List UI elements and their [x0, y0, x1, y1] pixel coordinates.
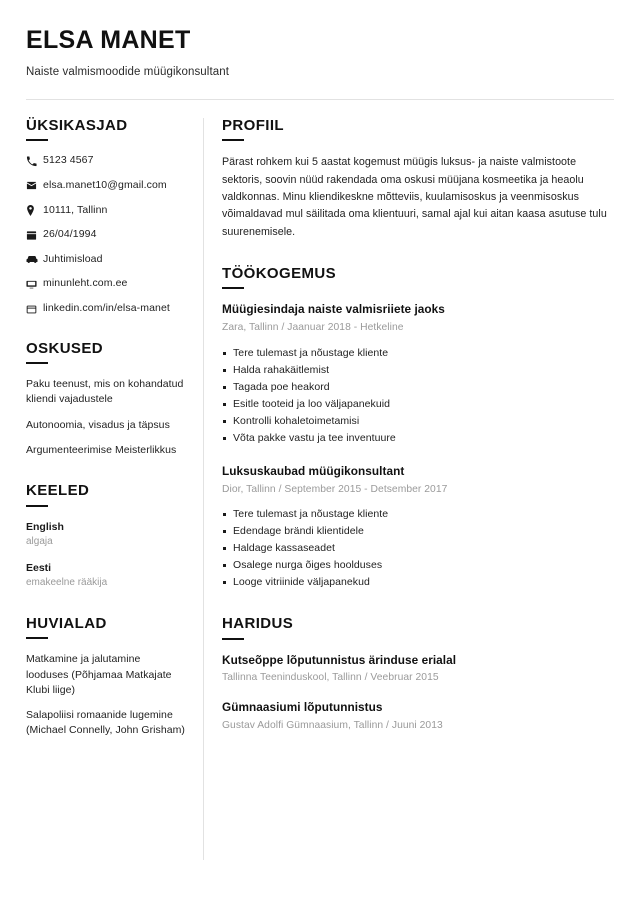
list-item	[26, 561, 185, 591]
responsibility-list	[222, 506, 616, 591]
contact-row-email[interactable]	[26, 179, 185, 193]
contact-value: 26/04/1994	[43, 228, 97, 241]
section-details	[26, 118, 185, 316]
list-item: Tere tulemast ja nõustage kliente	[222, 506, 616, 523]
list-item: Tagada poe heakord	[222, 379, 616, 396]
heading-underline	[222, 638, 244, 640]
list-item: Tere tulemast ja nõustage kliente	[222, 345, 616, 362]
list-item: Osalege nurga õiges hoolduses	[222, 557, 616, 574]
phone-icon	[26, 154, 43, 167]
heading-underline	[26, 637, 48, 639]
list-item: Edendage brändi klientidele	[222, 523, 616, 540]
heading-underline	[222, 287, 244, 289]
section-heading-languages: KEELED	[26, 482, 90, 500]
entry-title: Luksuskaubad müügikonsultant	[222, 463, 405, 478]
list-item: Paku teenust, mis on kohandatud kliendi vajadustele	[26, 378, 184, 406]
browser-window-icon	[26, 302, 43, 315]
section-education	[222, 616, 616, 733]
entry-title: Gümnaasiumi lõputunnistus	[222, 699, 383, 714]
contact-row-linkedin[interactable]	[26, 302, 185, 316]
list-item: Kontrolli kohaletoimetamisi	[222, 413, 616, 430]
list-item: Võta pakke vastu ja tee inventuure	[222, 430, 616, 447]
contact-row-phone[interactable]	[26, 154, 185, 168]
language-level: emakeelne rääkija	[26, 577, 108, 589]
contact-value: 10111, Tallinn	[43, 203, 108, 216]
contact-row-driving-license[interactable]	[26, 253, 185, 267]
car-icon	[26, 253, 43, 266]
section-heading-details: ÜKSIKASJAD	[26, 116, 128, 134]
resume-header	[0, 0, 640, 78]
list-item: Matkamine ja jalutamine looduses (Põhjamaa Matkajate Klubi liige)	[26, 653, 172, 696]
experience-entry	[222, 302, 616, 446]
contact-value: Juhtimisload	[43, 252, 103, 265]
list-item: Argumenteerimise Meisterlikkus	[26, 443, 177, 456]
education-entry	[222, 653, 616, 686]
section-heading-interests: HUVIALAD	[26, 614, 107, 632]
contact-value: 5123 4567	[43, 154, 94, 167]
content-columns	[0, 100, 640, 860]
language-name: Eesti	[26, 561, 52, 574]
calendar-icon	[26, 228, 43, 241]
list-item	[26, 520, 185, 550]
language-name: English	[26, 520, 64, 533]
heading-underline	[26, 505, 48, 507]
envelope-icon	[26, 179, 43, 192]
list-item: Salapoliisi romaanide lugemine (Michael Connelly, John Grisham)	[26, 709, 185, 737]
heading-underline	[222, 139, 244, 141]
entry-meta: Gustav Adolfi Gümnaasium, Tallinn / Juuni 2013	[222, 719, 443, 731]
list-item: Halda rahakäitlemist	[222, 362, 616, 379]
language-level: algaja	[26, 536, 53, 548]
job-title-subtitle: Naiste valmismoodide müügikonsultant	[26, 65, 230, 78]
section-skills	[26, 341, 185, 458]
entry-title: Müügiesindaja naiste valmisriiete jaoks	[222, 302, 445, 317]
contact-row-address[interactable]	[26, 204, 185, 218]
entry-meta: Tallinna Teeninduskool, Tallinn / Veebruar 2015	[222, 672, 439, 684]
section-experience	[222, 266, 616, 591]
list-item: Looge vitriinide väljapanekud	[222, 574, 616, 591]
page-title: ELSA MANET	[26, 26, 191, 54]
contact-value: linkedin.com/in/elsa-manet	[43, 302, 170, 315]
section-heading-skills: OSKUSED	[26, 339, 103, 357]
monitor-icon	[26, 277, 43, 290]
section-heading-experience: TÖÖKOGEMUS	[222, 264, 337, 282]
list-item: Esitle tooteid ja loo väljapanekuid	[222, 396, 616, 413]
section-profile	[222, 118, 616, 241]
section-heading-profile: PROFIIL	[222, 116, 284, 134]
contact-row-birthdate[interactable]	[26, 228, 185, 242]
contact-value: minunleht.com.ee	[43, 277, 128, 290]
location-pin-icon	[26, 204, 43, 217]
education-entry	[222, 700, 616, 733]
contact-value: elsa.manet10@gmail.com	[43, 178, 167, 191]
responsibility-list	[222, 345, 616, 447]
list-item: Autonoomia, visadus ja täpsus	[26, 418, 170, 431]
section-interests	[26, 616, 185, 739]
contact-row-website[interactable]	[26, 277, 185, 291]
section-languages	[26, 483, 185, 591]
list-item: Haldage kassaseadet	[222, 540, 616, 557]
entry-meta: Dior, Tallinn / September 2015 - Detsember 2017	[222, 483, 448, 495]
main-content	[204, 118, 640, 733]
experience-entry	[222, 464, 616, 591]
sidebar	[0, 118, 203, 739]
entry-meta: Zara, Tallinn / Jaanuar 2018 - Hetkeline	[222, 322, 404, 334]
section-heading-education: HARIDUS	[222, 615, 294, 633]
profile-summary-text: Pärast rohkem kui 5 aastat kogemust müügis luksus- ja naiste valmistoote sektoris, soovin nüüd rakendada oma oskusi müüjana kosmeetika ja heaolu valdkonnas. Minu kliendikeskne mõtteviis, kuulamisoskus ja veenmisoskus võimaldavad mul säilitada oma klientuuri, samal ajal kui aitan kaasa asutuse tulu suurenemisele.	[222, 156, 607, 238]
entry-title: Kutseõppe lõputunnistus ärinduse erialal	[222, 652, 457, 667]
heading-underline	[26, 139, 48, 141]
heading-underline	[26, 362, 48, 364]
